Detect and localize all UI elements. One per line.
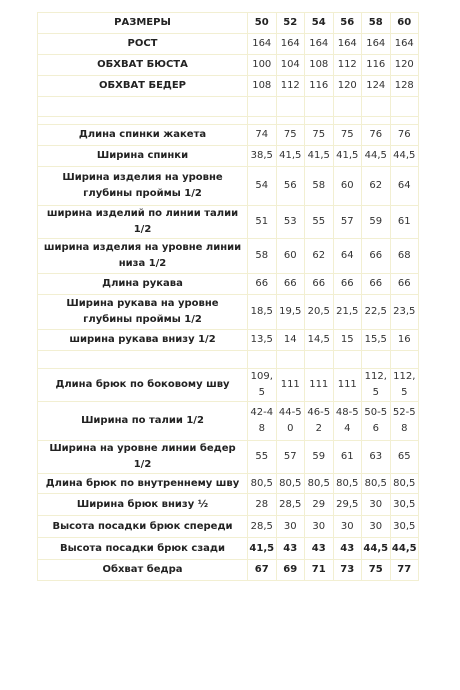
value-cell: 14,5 [305,330,334,351]
value-cell: 16 [390,330,419,351]
size-cell: 54 [305,13,334,34]
value-cell: 18,5 [248,295,277,330]
table-row [38,402,419,441]
row-label: Высота посадки брюк сзади [38,538,248,560]
value-cell: 19,5 [276,295,305,330]
value-cell: 38,5 [248,146,277,167]
value-cell: 112 [276,76,305,97]
value-cell: 66 [305,274,334,295]
value-cell: 64 [390,167,419,206]
value-cell: 44,5 [362,538,391,560]
table-row [38,55,419,76]
table-row [38,274,419,295]
value-cell: 164 [276,34,305,55]
table-row [38,369,419,402]
row-label: РОСТ [38,34,248,55]
row-label: Ширина на уровне линии бедер 1/2 [38,441,248,474]
header-row [38,13,419,34]
value-cell: 62 [362,167,391,206]
spacer-row [38,97,419,117]
value-cell: 20,5 [305,295,334,330]
value-cell: 104 [276,55,305,76]
value-cell: 68 [390,239,419,274]
table-row [38,516,419,538]
value-cell: 63 [362,441,391,474]
row-label: Ширина спинки [38,146,248,167]
row-label: Ширина изделия на уровне глубины проймы 1/2 [38,167,248,206]
value-cell: 44,5 [390,146,419,167]
value-cell: 120 [390,55,419,76]
value-cell: 62 [305,239,334,274]
value-cell: 13,5 [248,330,277,351]
value-cell: 30 [276,516,305,538]
value-cell: 57 [333,206,362,239]
value-cell: 51 [248,206,277,239]
value-cell: 30,5 [390,516,419,538]
size-cell: 58 [362,13,391,34]
size-cell: 56 [333,13,362,34]
value-cell: 164 [362,34,391,55]
row-label: ширина рукава внизу 1/2 [38,330,248,351]
value-cell: 43 [305,538,334,560]
row-label: Длина брюк по внутреннему шву [38,474,248,494]
value-cell: 116 [305,76,334,97]
value-cell: 66 [362,274,391,295]
row-label: Длина брюк по боковому шву [38,369,248,402]
value-cell: 66 [333,274,362,295]
value-cell: 29 [305,494,334,516]
value-cell: 55 [305,206,334,239]
value-cell: 73 [333,560,362,581]
value-cell: 69 [276,560,305,581]
value-cell: 66 [362,239,391,274]
value-cell: 44,5 [390,538,419,560]
value-cell: 111 [333,369,362,402]
table-row [38,34,419,55]
size-chart [37,12,419,581]
value-cell: 14 [276,330,305,351]
value-cell: 64 [333,239,362,274]
value-cell: 108 [248,76,277,97]
value-cell: 77 [390,560,419,581]
value-cell: 43 [276,538,305,560]
value-cell: 41,5 [276,146,305,167]
value-cell: 164 [333,34,362,55]
value-cell: 128 [390,76,419,97]
value-cell: 29,5 [333,494,362,516]
value-cell: 100 [248,55,277,76]
row-label: ширина изделий по линии талии 1/2 [38,206,248,239]
value-cell: 42-48 [248,402,277,441]
value-cell: 66 [248,274,277,295]
table-row [38,295,419,330]
value-cell: 67 [248,560,277,581]
table-row [38,494,419,516]
row-label: Длина спинки жакета [38,125,248,146]
row-label: Ширина брюк внизу ½ [38,494,248,516]
value-cell: 41,5 [333,146,362,167]
value-cell: 30 [305,516,334,538]
value-cell: 112,5 [362,369,391,402]
row-label: Ширина по талии 1/2 [38,402,248,441]
value-cell: 41,5 [305,146,334,167]
row-label: Обхват бедра [38,560,248,581]
value-cell: 50-56 [362,402,391,441]
value-cell: 74 [248,125,277,146]
value-cell: 30 [333,516,362,538]
table-row [38,538,419,560]
value-cell: 80,5 [305,474,334,494]
value-cell: 43 [333,538,362,560]
value-cell: 53 [276,206,305,239]
table-row [38,441,419,474]
value-cell: 44-50 [276,402,305,441]
value-cell: 41,5 [248,538,277,560]
value-cell: 23,5 [390,295,419,330]
value-cell: 111 [305,369,334,402]
value-cell: 164 [305,34,334,55]
value-cell: 76 [362,125,391,146]
value-cell: 30,5 [390,494,419,516]
value-cell: 108 [305,55,334,76]
value-cell: 61 [390,206,419,239]
value-cell: 15,5 [362,330,391,351]
value-cell: 44,5 [362,146,391,167]
value-cell: 30 [362,494,391,516]
value-cell: 75 [333,125,362,146]
value-cell: 124 [362,76,391,97]
table-row [38,239,419,274]
value-cell: 109,5 [248,369,277,402]
spacer-row [38,117,419,125]
value-cell: 58 [305,167,334,206]
value-cell: 60 [333,167,362,206]
table-row [38,146,419,167]
value-cell: 116 [362,55,391,76]
value-cell: 71 [305,560,334,581]
row-label: Ширина рукава на уровне глубины проймы 1/2 [38,295,248,330]
value-cell: 65 [390,441,419,474]
header-label: РАЗМЕРЫ [38,13,248,34]
value-cell: 30 [362,516,391,538]
value-cell: 59 [362,206,391,239]
row-label: Длина рукава [38,274,248,295]
value-cell: 57 [276,441,305,474]
row-label: ширина изделия на уровне линии низа 1/2 [38,239,248,274]
value-cell: 54 [248,167,277,206]
value-cell: 164 [390,34,419,55]
value-cell: 21,5 [333,295,362,330]
size-cell: 60 [390,13,419,34]
value-cell: 75 [305,125,334,146]
value-cell: 15 [333,330,362,351]
value-cell: 112,5 [390,369,419,402]
value-cell: 112 [333,55,362,76]
size-cell: 50 [248,13,277,34]
value-cell: 48-54 [333,402,362,441]
table-row [38,474,419,494]
value-cell: 52-58 [390,402,419,441]
value-cell: 80,5 [333,474,362,494]
row-label: ОБХВАТ БЕДЕР [38,76,248,97]
value-cell: 76 [390,125,419,146]
value-cell: 61 [333,441,362,474]
value-cell: 22,5 [362,295,391,330]
value-cell: 46-52 [305,402,334,441]
value-cell: 80,5 [362,474,391,494]
size-table [37,12,419,581]
table-row [38,125,419,146]
value-cell: 66 [276,274,305,295]
table-row [38,330,419,351]
table-row [38,76,419,97]
value-cell: 66 [390,274,419,295]
value-cell: 28 [248,494,277,516]
value-cell: 28,5 [248,516,277,538]
value-cell: 164 [248,34,277,55]
value-cell: 111 [276,369,305,402]
value-cell: 58 [248,239,277,274]
spacer-row [38,351,419,369]
row-label: Высота посадки брюк спереди [38,516,248,538]
value-cell: 80,5 [248,474,277,494]
value-cell: 75 [362,560,391,581]
value-cell: 60 [276,239,305,274]
table-row [38,206,419,239]
value-cell: 55 [248,441,277,474]
table-row [38,560,419,581]
value-cell: 75 [276,125,305,146]
value-cell: 80,5 [390,474,419,494]
table-row [38,167,419,206]
value-cell: 56 [276,167,305,206]
value-cell: 28,5 [276,494,305,516]
value-cell: 80,5 [276,474,305,494]
row-label: ОБХВАТ БЮСТА [38,55,248,76]
value-cell: 120 [333,76,362,97]
value-cell: 59 [305,441,334,474]
size-cell: 52 [276,13,305,34]
